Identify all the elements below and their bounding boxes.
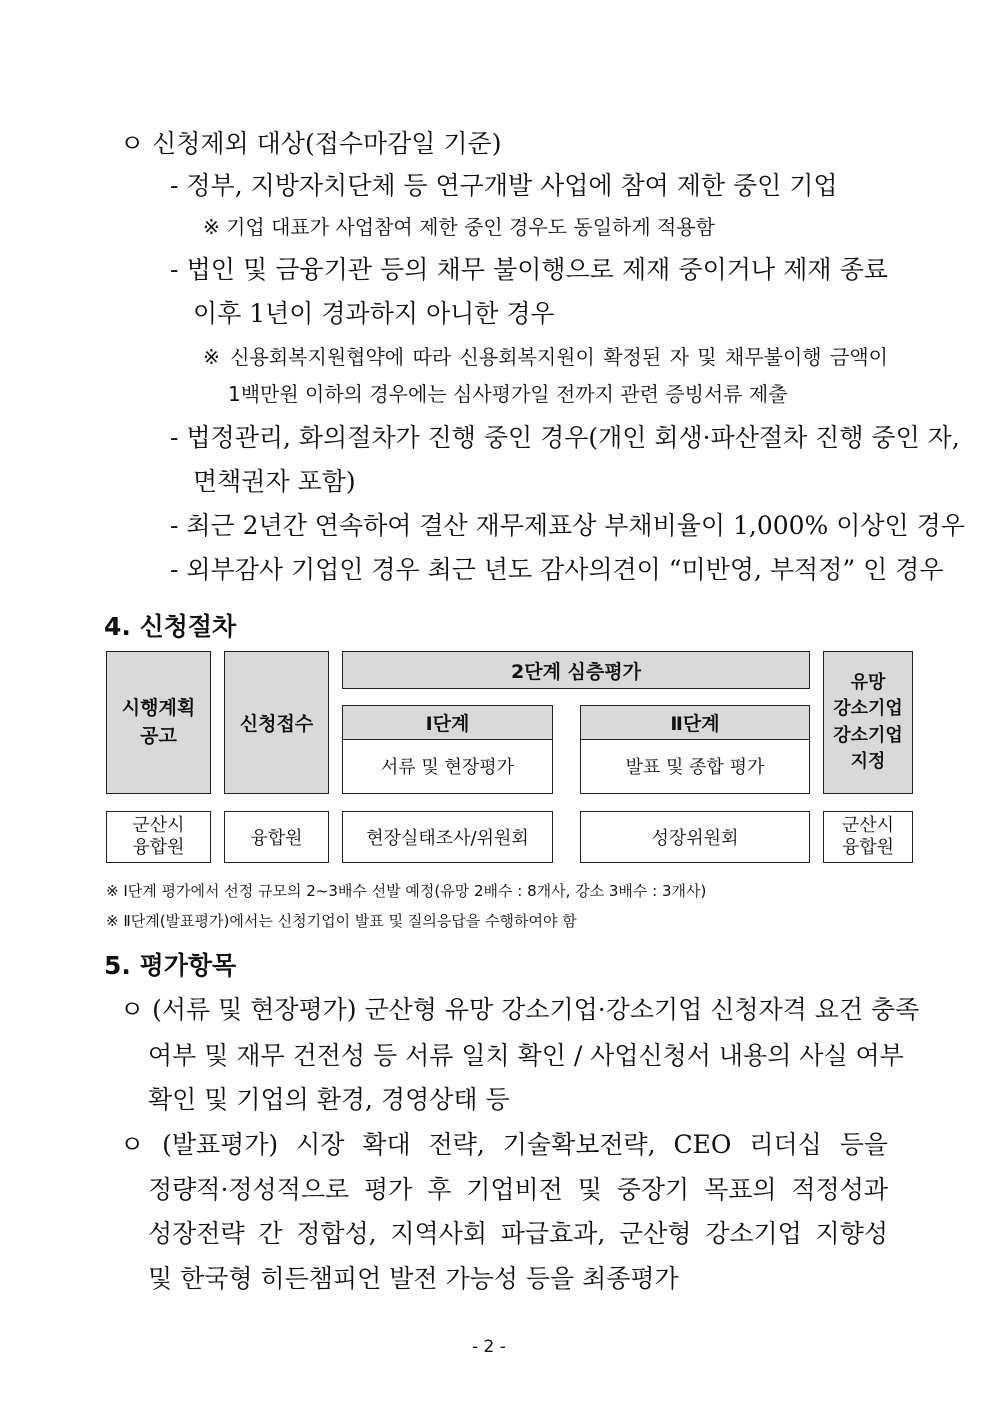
flow-phase-1	[342, 705, 553, 794]
flow-org-gunsan-2: 군산시 융합원	[823, 811, 913, 863]
eval-item-1-line-2: 여부 및 재무 건전성 등 서류 일치 확인 / 사업신청서 내용의 사실 여부	[148, 1041, 904, 1070]
flow-org-gunsan-1: 군산시 융합원	[106, 811, 211, 863]
flow-footnote-1: ※ Ⅰ단계 평가에서 선정 규모의 2~3배수 선발 예정(유망 2배수 : 8개사, 강소 3배수 : 3개사)	[106, 882, 707, 900]
eval-item-1-line-3: 확인 및 기업의 환경, 경영상태 등	[148, 1085, 510, 1114]
eval-item-2-line-1: ㅇ (발표평가) 시장 확대 전략, 기술확보전략, CEO 리더십 등을	[120, 1130, 888, 1159]
exclusion-item-2-line-2: 이후 1년이 경과하지 아니한 경우	[193, 299, 555, 328]
exclusion-item-2-line-1: - 법인 및 금융기관 등의 채무 불이행으로 제재 중이거나 제재 종료	[170, 255, 888, 284]
exclusion-note-2-line-1: ※ 신용회복지원협약에 따라 신용회복지원이 확정된 자 및 채무불이행 금액이	[203, 345, 888, 369]
exclusion-note-2-line-2: 1백만원 이하의 경우에는 심사평가일 전까지 관련 증빙서류 제출	[228, 382, 788, 406]
section-4-heading: 4. 신청절차	[104, 612, 237, 641]
flow-org-field-inspection: 현장실태조사/위원회	[342, 811, 553, 863]
eval-item-1-line-1: ㅇ (서류 및 현장평가) 군산형 유망 강소기업·강소기업 신청자격 요건 충족	[120, 995, 920, 1024]
flow-footnote-2: ※ Ⅱ단계(발표평가)에서는 신청기업이 발표 및 질의응답을 수행하여야 함	[106, 912, 577, 930]
flow-stage2-header: 2단계 심층평가	[342, 651, 810, 689]
flow-phase-2	[580, 705, 810, 794]
flow-step-application: 신청접수	[224, 651, 329, 794]
eval-item-2-line-4: 및 한국형 히든챔피언 발전 가능성 등을 최종평가	[148, 1264, 679, 1293]
exclusion-item-3-line-2: 면책권자 포함)	[193, 467, 356, 496]
exclusion-item-3-line-1: - 법정관리, 화의절차가 진행 중인 경우(개인 회생·파산절차 진행 중인 자,	[170, 423, 960, 452]
flow-phase-2-desc: 발표 및 종합 평가	[625, 757, 765, 778]
flow-phase-2-title: Ⅱ단계	[581, 706, 809, 740]
flow-phase-1-desc: 서류 및 현장평가	[380, 757, 515, 778]
exclusion-title: ㅇ 신청제외 대상(접수마감일 기준)	[120, 129, 502, 158]
exclusion-note-1: ※ 기업 대표가 사업참여 제한 중인 경우도 동일하게 적용함	[203, 215, 715, 239]
flow-phase-1-title: Ⅰ단계	[343, 706, 552, 740]
section-5-heading: 5. 평가항목	[104, 951, 237, 980]
flow-step-announcement: 시행계획 공고	[106, 651, 211, 794]
eval-item-2-line-2: 정량적·정성적으로 평가 후 기업비전 및 중장기 목표의 적정성과	[148, 1175, 888, 1204]
exclusion-item-1: - 정부, 지방자치단체 등 연구개발 사업에 참여 제한 중인 기업	[170, 171, 838, 200]
flow-step-designation: 유망 강소기업 강소기업 지정	[823, 651, 913, 794]
eval-item-2-line-3: 성장전략 간 정합성, 지역사회 파급효과, 군산형 강소기업 지향성	[148, 1219, 888, 1248]
flow-org-growth-committee: 성장위원회	[580, 811, 810, 863]
flow-org-convergence: 융합원	[224, 811, 329, 863]
exclusion-item-4: - 최근 2년간 연속하여 결산 재무제표상 부채비율이 1,000% 이상인 경우	[170, 511, 965, 540]
page-number: - 2 -	[472, 1337, 506, 1357]
exclusion-item-5: - 외부감사 기업인 경우 최근 년도 감사의견이 “미반영, 부적정” 인 경우	[170, 555, 944, 584]
